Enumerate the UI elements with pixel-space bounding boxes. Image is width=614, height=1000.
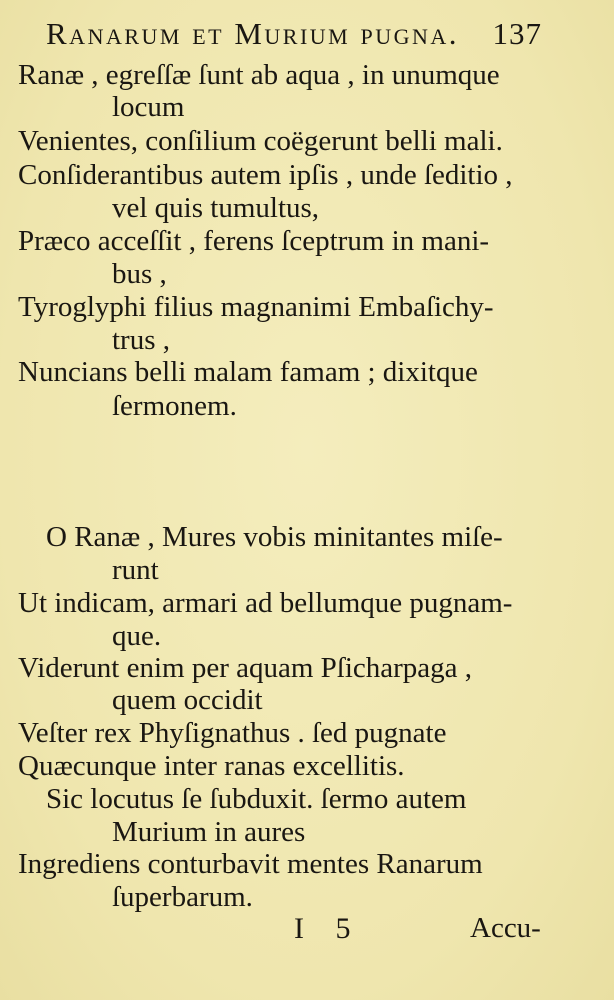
text-line: ſuperbarum.: [112, 881, 253, 913]
text-line: Nuncians belli malam famam ; dixitque: [18, 356, 478, 388]
page-number: 137: [492, 16, 542, 51]
catchword: Accu-: [470, 912, 541, 944]
text-line: que.: [112, 620, 162, 652]
text-line: Tyroglyphi filius magnanimi Embaſichy-: [18, 291, 494, 323]
page-header: [46, 16, 542, 56]
text-line: Veſter rex Phyſignathus . ſed pugnate: [18, 717, 447, 749]
text-line: Præco acceſſit , ferens ſceptrum in mani-: [18, 225, 490, 257]
text-line: O Ranæ , Mures vobis minitantes miſe-: [46, 521, 503, 553]
text-line: Ingrediens conturbavit mentes Ranarum: [18, 848, 483, 880]
text-line: trus ,: [112, 324, 170, 356]
text-line: Ranæ , egreſſæ ſunt ab aqua , in unumque: [18, 59, 500, 91]
text-line: ſermonem.: [112, 390, 237, 422]
text-line: Quæcunque inter ranas excellitis.: [18, 750, 405, 782]
text-line: locum: [112, 91, 185, 123]
text-line: Murium in aures: [112, 816, 306, 848]
text-line: Venientes, conſilium coëgerunt belli mali.: [18, 125, 503, 157]
text-line: vel quis tumultus,: [112, 192, 320, 224]
text-line: Sic locutus ſe ſubduxit. ſermo autem: [46, 783, 467, 815]
text-line: bus ,: [112, 258, 167, 290]
running-head: Ranarum et Murium pugna.: [46, 16, 460, 51]
text-line: Ut indicam, armari ad bellumque pugnam-: [18, 587, 513, 619]
text-line: Conſiderantibus autem ipſis , unde ſeditio ,: [18, 159, 513, 191]
signature-mark: I 5: [294, 912, 363, 945]
text-line: runt: [112, 554, 159, 586]
text-line: quem occidit: [112, 684, 263, 716]
text-line: Viderunt enim per aquam Pſicharpaga ,: [18, 652, 473, 684]
